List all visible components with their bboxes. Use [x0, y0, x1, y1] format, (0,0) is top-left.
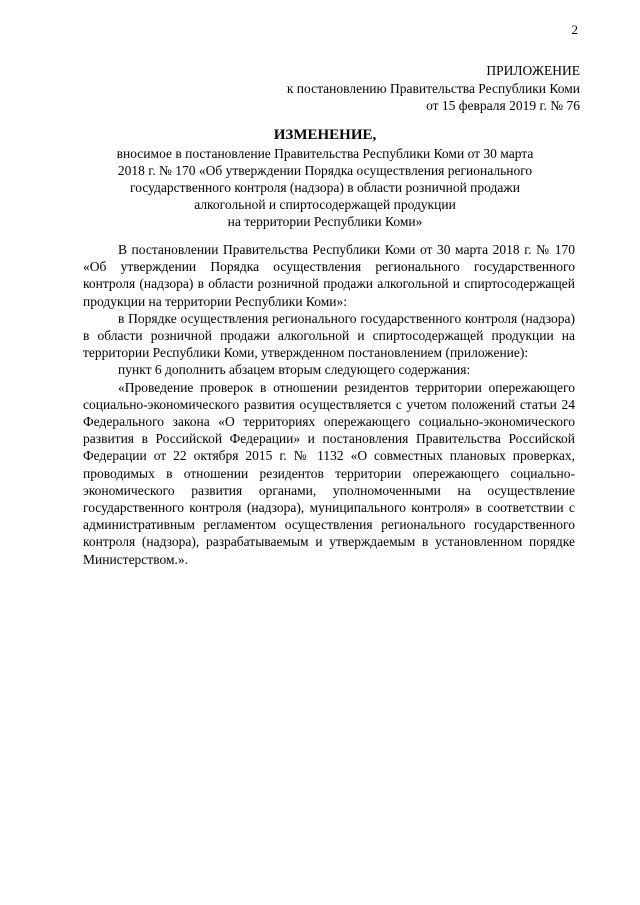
body-paragraph: В постановлении Правительства Республики Коми от 30 марта 2018 г. № 170 «Об утверждении Порядка осуществления регионального государственного контроля (надзора) в области розничной продажи алкогольной и спиртосодержащей продукции на территории Республики Коми»:: [83, 242, 575, 309]
subtitle-line: 2018 г. № 170 «Об утверждении Порядка осуществления регионального: [117, 163, 533, 178]
appendix-heading: ПРИЛОЖЕНИЕ: [486, 63, 580, 78]
subtitle-line: вносимое в постановление Правительства Республики Коми от 30 марта: [116, 146, 534, 161]
appendix-header: [287, 62, 580, 115]
subtitle-line: государственного контроля (надзора) в области розничной продажи: [130, 180, 520, 195]
body-paragraph: «Проведение проверок в отношении резидентов территории опережающего социально-экономического развития осуществляется с учетом положений статьи 24 Федерального закона «О территориях опережающего социально-экономического развития в Российской Федерации» и постановления Правительства Российской Федерации от 22 октября 2015 г. № 1132 «О совместных плановых проверках, проводимых в отношении резидентов территории опережающего социально-экономического развития органами, уполномоченными на осуществление государственного контроля (надзора), муниципального контроля» в соответствии с административным регламентом осуществления регионального государственного контроля (надзора), разрабатываемым и утверждаемым в установленном порядке Министерством.».: [83, 379, 575, 567]
document-title: ИЗМЕНЕНИЕ,: [273, 127, 377, 143]
subtitle-line: алкогольной и спиртосодержащей продукции: [194, 197, 456, 212]
appendix-line-1: к постановлению Правительства Республики Коми: [286, 80, 580, 96]
page-number: 2: [571, 22, 578, 37]
subtitle-line: на территории Республики Коми»: [227, 214, 423, 229]
document-body: [83, 241, 575, 568]
body-paragraph: пункт 6 дополнить абзацем вторым следующего содержания:: [118, 362, 471, 378]
appendix-line-2: от 15 февраля 2019 г. № 76: [426, 98, 580, 113]
body-paragraph: в Порядке осуществления регионального государственного контроля (надзора) в области розничной продажи алкогольной и спиртосодержащей продукции на территории Республики Коми, утвержденном постановлением (приложение):: [83, 310, 575, 361]
document-subtitle: [82, 145, 568, 230]
title-block: [82, 126, 568, 230]
